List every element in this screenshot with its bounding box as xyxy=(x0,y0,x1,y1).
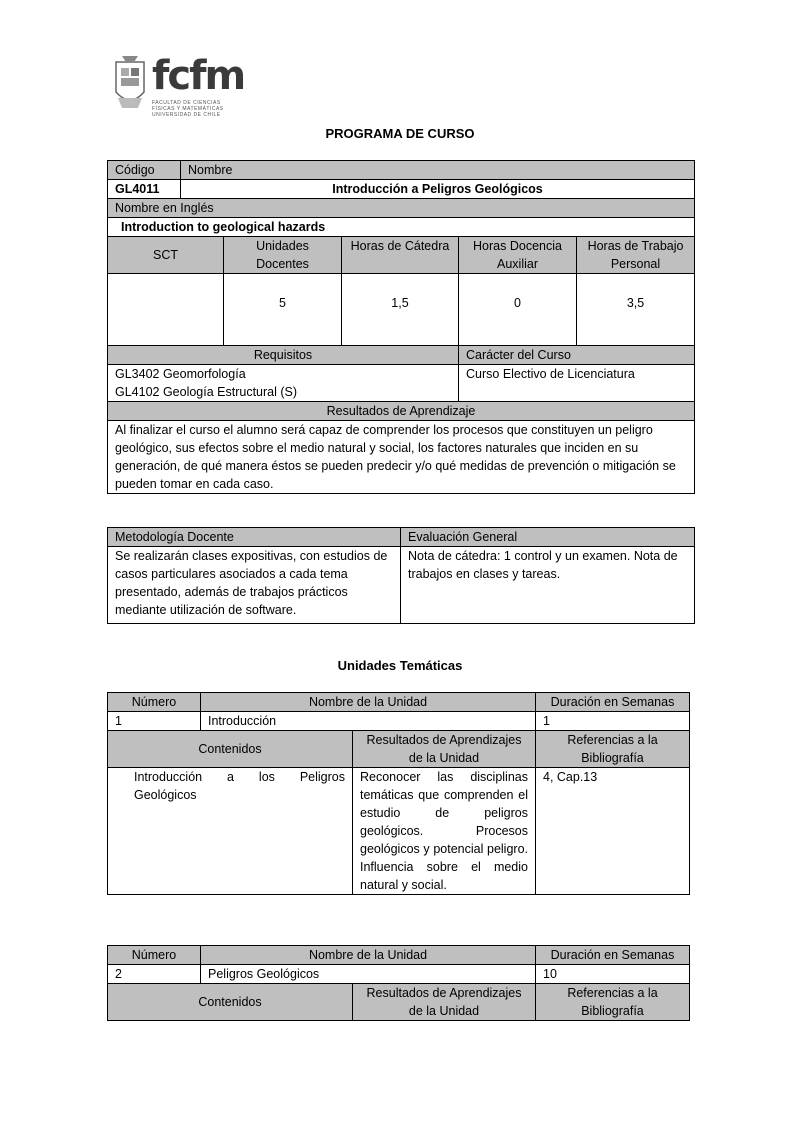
contents-header: Contenidos xyxy=(108,984,353,1021)
requirement-item: GL4102 Geología Estructural (S) xyxy=(115,385,298,399)
contents-header: Contenidos xyxy=(108,731,353,768)
personal-work-hours-value: 3,5 xyxy=(577,274,695,346)
lecture-hours-value: 1,5 xyxy=(342,274,459,346)
requirement-item: GL3402 Geomorfología xyxy=(115,367,246,381)
course-name: Introducción a Peligros Geológicos xyxy=(181,180,695,199)
unit-number: 1 xyxy=(108,712,201,731)
unit-contents: Introducción a los Peligros Geológicos xyxy=(108,768,353,895)
shield-icon xyxy=(112,52,148,122)
unit-refs: 4, Cap.13 xyxy=(536,768,690,895)
sct-value xyxy=(108,274,224,346)
teaching-units-header: Unidades Docentes xyxy=(224,237,342,274)
course-code: GL4011 xyxy=(108,180,181,199)
unit-name-header: Nombre de la Unidad xyxy=(201,693,536,712)
learning-outcomes: Al finalizar el curso el alumno será capaz de comprender los procesos que constituyen un peligro geológico, sus efectos sobre el medio natural y social, los factores naturales que inciden en su generación, de qué manera éstos se pueden predecir y/o qué medidas de prevención o mitigación se pueden tomar en cada caso. xyxy=(108,421,695,494)
unit-results: Reconocer las disciplinas temáticas que comprenden el estudio de peligros geológicos. Procesos geológicos y potencial peligro. Influencia sobre el medio natural y social. xyxy=(353,768,536,895)
auxiliary-hours-value: 0 xyxy=(459,274,577,346)
unit-number-header: Número xyxy=(108,946,201,965)
units-title: Unidades Temáticas xyxy=(337,658,463,673)
unit-results-header: Resultados de Aprendizajes de la Unidad xyxy=(353,731,536,768)
unit-name: Peligros Geológicos xyxy=(201,965,536,984)
methodology-header: Metodología Docente xyxy=(108,528,401,547)
logo-subtitle: FACULTAD DE CIENCIAS FÍSICAS Y MATEMÁTICAS UNIVERSIDAD DE CHILE xyxy=(152,100,224,118)
name-header: Nombre xyxy=(181,161,695,180)
unit-duration-header: Duración en Semanas xyxy=(536,693,690,712)
requirements-cell xyxy=(108,365,459,402)
bibliography-refs-header: Referencias a la Bibliografía xyxy=(536,731,690,768)
unit-number: 2 xyxy=(108,965,201,984)
unit-name: Introducción xyxy=(201,712,536,731)
english-name-header: Nombre en Inglés xyxy=(108,199,695,218)
course-table xyxy=(107,160,695,494)
evaluation-text: Nota de cátedra: 1 control y un examen. Nota de trabajos en clases y tareas. xyxy=(401,547,695,624)
personal-work-hours-header: Horas de Trabajo Personal xyxy=(577,237,695,274)
unit-results-header: Resultados de Aprendizajes de la Unidad xyxy=(353,984,536,1021)
methodology-table xyxy=(107,527,695,624)
unit-duration: 1 xyxy=(536,712,690,731)
page-title: PROGRAMA DE CURSO xyxy=(325,126,475,141)
course-character: Curso Electivo de Licenciatura xyxy=(459,365,695,402)
sct-header: SCT xyxy=(108,237,224,274)
unit-duration-header: Duración en Semanas xyxy=(536,946,690,965)
unit-table xyxy=(107,692,690,895)
lecture-hours-header: Horas de Cátedra xyxy=(342,237,459,274)
auxiliary-hours-header: Horas Docencia Auxiliar xyxy=(459,237,577,274)
unit-table xyxy=(107,945,690,1021)
unit-duration: 10 xyxy=(536,965,690,984)
character-header: Carácter del Curso xyxy=(459,346,695,365)
unit-name-header: Nombre de la Unidad xyxy=(201,946,536,965)
bibliography-refs-header: Referencias a la Bibliografía xyxy=(536,984,690,1021)
english-name: Introduction to geological hazards xyxy=(108,218,695,237)
learning-outcomes-header: Resultados de Aprendizaje xyxy=(108,402,695,421)
code-header: Código xyxy=(108,161,181,180)
evaluation-header: Evaluación General xyxy=(401,528,695,547)
unit-number-header: Número xyxy=(108,693,201,712)
logo-wordmark: fcfm xyxy=(152,53,245,99)
methodology-text: Se realizarán clases expositivas, con estudios de casos particulares asociados a cada tema presentado, además de trabajos prácticos mediante utilización de software. xyxy=(108,547,401,624)
requirements-header: Requisitos xyxy=(108,346,459,365)
teaching-units-value: 5 xyxy=(224,274,342,346)
